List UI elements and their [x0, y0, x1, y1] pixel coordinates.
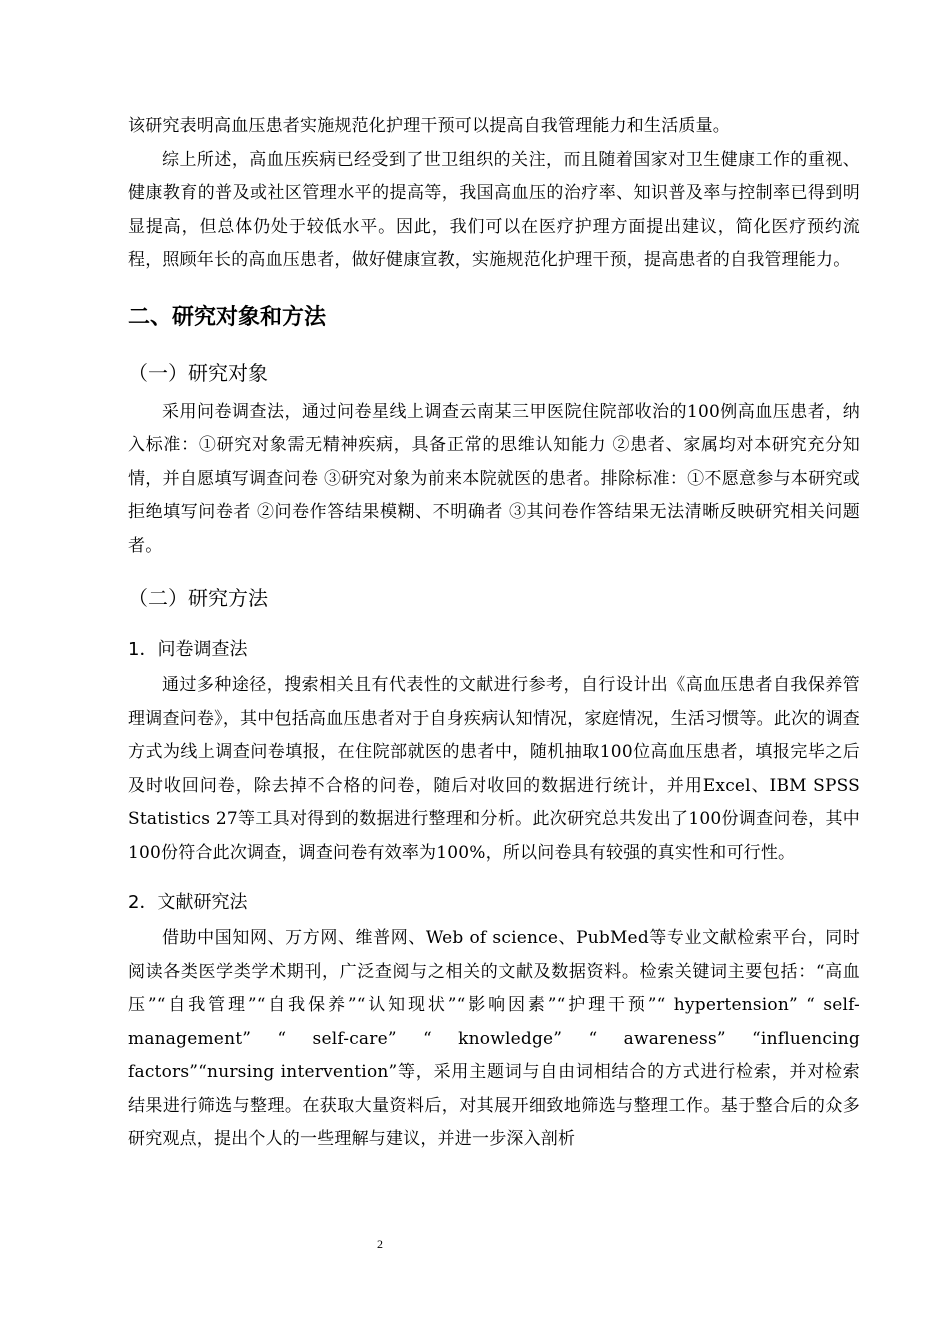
intro-paragraph-2: 综上所述，高血压疾病已经受到了世卫组织的关注，而且随着国家对卫生健康工作的重视、健康教育的普及或社区管理水平的提高等，我国高血压的治疗率、知识普及率与控制率已得到明显提高，但总体仍处于较低水平。因此，我们可以在医疗护理方面提出建议，简化医疗预约流程，照顾年长的高血压患者，做好健康宣教，实施规范化护理干预，提高患者的自我管理能力。 [128, 149, 860, 270]
method-heading-literature: 2．文献研究法 [128, 892, 248, 913]
research-objects-paragraph: 采用问卷调查法，通过问卷星线上调查云南某三甲医院住院部收治的100例高血压患者，纳入标准：①研究对象需无精神疾病，具备正常的思维认知能力 ②患者、家属均对本研究充分知情，并自愿填写调查问卷 ③研究对象为前来本院就医的患者。排除标准：①不愿意参与本研究或拒绝填写问卷者 ②问卷作答结果模糊、不明确者 ③其问卷作答结果无法清晰反映研究相关问题者。 [128, 401, 860, 556]
literature-method-paragraph: 借助中国知网、万方网、维普网、Web of science、PubMed等专业文献检索平台，同时阅读各类医学类学术期刊，广泛查阅与之相关的文献及数据资料。检索关键词主要包括：“高血压”“自我管理”“自我保养”“认知现状”“影响因素”“护理干预”“ hypertension” “ self-management” “ self-care” “ knowledge” “ awareness” “influencing factors”“nursing intervention”等，采用主题词与自由词相结合的方式进行检索，并对检索结果进行筛选与整理。在获取大量资料后，对其展开细致地筛选与整理工作。基于整合后的众多研究观点，提出个人的一些理解与建议，并进一步深入剖析 [128, 928, 860, 1149]
page-number: 2 [377, 1237, 383, 1251]
intro-paragraph-1: 该研究表明高血压患者实施规范化护理干预可以提高自我管理能力和生活质量。 [128, 116, 730, 136]
subsection-heading-research-objects: （一）研究对象 [128, 360, 268, 385]
method-heading-questionnaire: 1．问卷调查法 [128, 639, 248, 660]
subsection-heading-research-methods: （二）研究方法 [128, 586, 268, 610]
section-heading-research-objects-methods: 二、研究对象和方法 [128, 304, 327, 330]
questionnaire-method-paragraph: 通过多种途径，搜索相关且有代表性的文献进行参考，自行设计出《高血压患者自我保养管理调查问卷》，其中包括高血压患者对于自身疾病认知情况，家庭情况，生活习惯等。此次的调查方式为线上调查问卷填报，在住院部就医的患者中，随机抽取100位高血压患者，填报完毕之后及时收回问卷，除去掉不合格的问卷，随后对收回的数据进行统计，并用Excel、IBM SPSS Statistics 27等工具对得到的数据进行整理和分析。此次研究总共发出了100份调查问卷，其中100份符合此次调查，调查问卷有效率为100%，所以问卷具有较强的真实性和可行性。 [128, 675, 860, 863]
page-content [128, 110, 860, 1157]
